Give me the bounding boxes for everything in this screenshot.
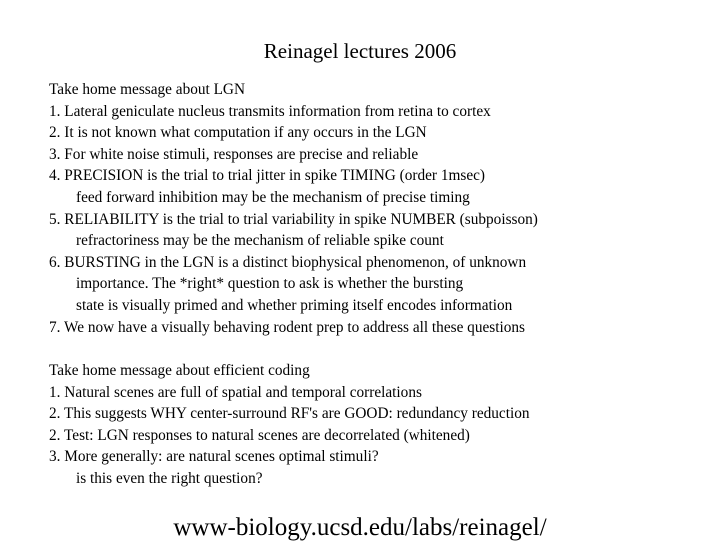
coding-point-3: 3. More generally: are natural scenes optimal stimuli?: [49, 448, 379, 466]
efficient-coding-section: [49, 360, 709, 490]
lgn-point-7: 7. We now have a visually behaving rodent prep to address all these questions: [49, 318, 525, 336]
coding-point-3-detail: is this even the right question?: [76, 469, 263, 487]
lgn-point-2: 2. It is not known what computation if any occurs in the LGN: [49, 124, 427, 142]
lgn-message-section: [49, 79, 709, 338]
lgn-point-5: 5. RELIABILITY is the trial to trial variability in spike NUMBER (subpoisson): [49, 210, 538, 228]
lgn-point-3: 3. For white noise stimuli, responses are precise and reliable: [49, 145, 419, 163]
lgn-point-1: 1. Lateral geniculate nucleus transmits information from retina to cortex: [49, 102, 491, 120]
coding-point-2-test: 2. Test: LGN responses to natural scenes are decorrelated (whitened): [49, 426, 470, 444]
lgn-point-4-detail: feed forward inhibition may be the mechanism of precise timing: [76, 188, 470, 206]
slide-title: Reinagel lectures 2006: [263, 39, 457, 63]
lgn-point-6-continuation-2: state is visually primed and whether priming itself encodes information: [76, 296, 513, 314]
lgn-section-heading: Take home message about LGN: [49, 81, 246, 98]
coding-point-2: 2. This suggests WHY center-surround RF's are GOOD: redundancy reduction: [49, 405, 530, 423]
lab-url: www-biology.ucsd.edu/labs/reinagel/: [173, 514, 547, 541]
lgn-point-4: 4. PRECISION is the trial to trial jitter in spike TIMING (order 1msec): [49, 167, 486, 185]
lgn-point-6-continuation-1: importance. The *right* question to ask is whether the bursting: [76, 275, 464, 293]
lgn-point-6: 6. BURSTING in the LGN is a distinct biophysical phenomenon, of unknown: [49, 253, 527, 271]
coding-point-1: 1. Natural scenes are full of spatial and temporal correlations: [49, 383, 422, 401]
coding-section-heading: Take home message about efficient coding: [49, 362, 310, 379]
lgn-point-5-detail: refractoriness may be the mechanism of reliable spike count: [76, 232, 444, 250]
